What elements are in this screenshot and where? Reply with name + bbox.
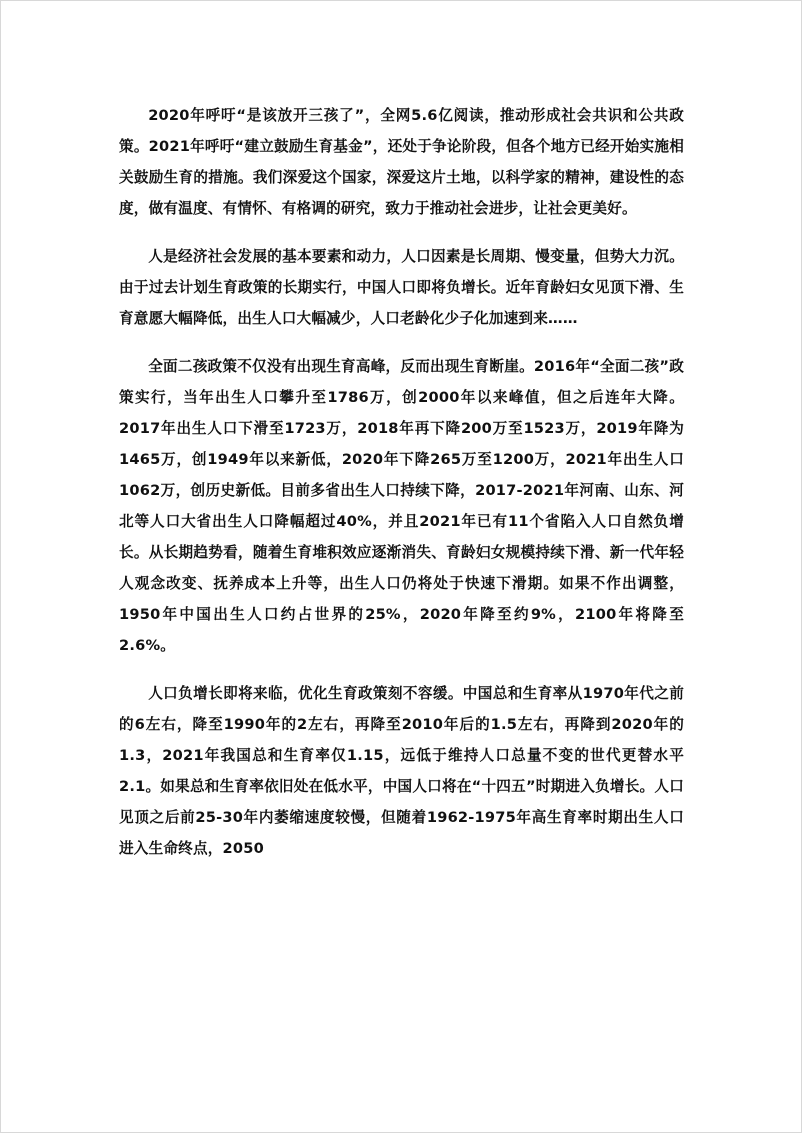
paragraph-1: 2020年呼吁“是该放开三孩了”，全网5.6亿阅读，推动形成社会共识和公共政策。2021年呼吁“建立鼓励生育基金”，还处于争论阶段，但各个地方已经开始实施相关鼓励生育的措施。我们深爱这个国家，深爱这片土地，以科学家的精神，建设性的态度，做有温度、有情怀、有格调的研究，致力于推动社会进步，让社会更美好。 [119, 107, 684, 217]
paragraph-4: 人口负增长即将来临，优化生育政策刻不容缓。中国总和生育率从1970年代之前的6左右，降至1990年的2左右，再降至2010年后的1.5左右，再降到2020年的1.3，2021年我国总和生育率仅1.15，远低于维持人口总量不变的世代更替水平2.1。如果总和生育率依旧处在低水平，中国人口将在“十四五”时期进入负增长。人口见顶之后前25-30年内萎缩速度较慢，但随着1962-1975年高生育率时期出生人口进入生命终点，2050 [119, 685, 684, 857]
paragraph-3: 全面二孩政策不仅没有出现生育高峰，反而出现生育断崖。2016年“全面二孩”政策实行，当年出生人口攀升至1786万，创2000年以来峰值，但之后连年大降。2017年出生人口下滑至1723万，2018年再下降200万至1523万，2019年降为1465万，创1949年以来新低，2020年下降265万至1200万，2021年出生人口1062万，创历史新低。目前多省出生人口持续下降，2017-2021年河南、山东、河北等人口大省出生人口降幅超过40%，并且2021年已有11个省陷入人口自然负增长。从长期趋势看，随着生育堆积效应逐渐消失、育龄妇女规模持续下滑、新一代年轻人观念改变、抚养成本上升等，出生人口仍将处于快速下滑期。如果不作出调整，1950年中国出生人口约占世界的25%，2020年降至约9%，2100年将降至2.6%。 [119, 358, 684, 654]
document-body [119, 100, 684, 881]
paragraph-2: 人是经济社会发展的基本要素和动力，人口因素是长周期、慢变量，但势大力沉。由于过去计划生育政策的长期实行，中国人口即将负增长。近年育龄妇女见顶下滑、生育意愿大幅降低，出生人口大幅减少，人口老龄化少子化加速到来…… [119, 248, 684, 327]
